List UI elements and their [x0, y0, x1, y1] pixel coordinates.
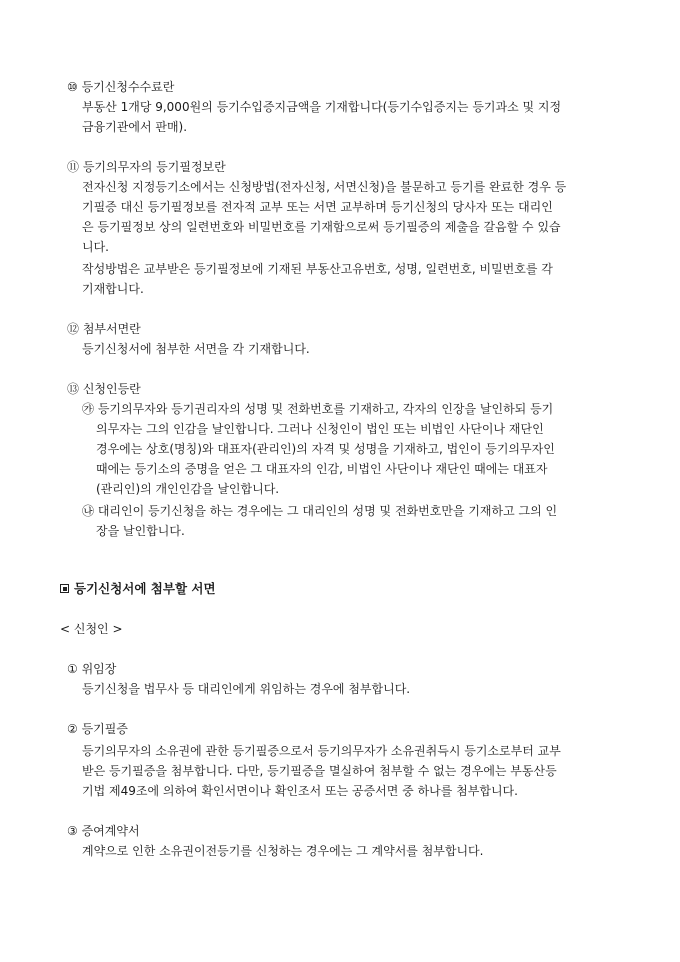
cert-info-line-5: 작성방법은 교부받은 등기필정보에 기재된 부동산고유번호, 성명, 일련번호, 비밀번호를 각	[82, 262, 553, 276]
gift-line-1: 계약으로 인한 소유권이전등기를 신청하는 경우에는 그 계약서를 첨부합니다.	[82, 844, 484, 858]
cert-info-heading: ⑪ 등기의무자의 등기필정보란	[67, 160, 226, 174]
cert-info-line-4: 니다.	[82, 240, 109, 254]
applicant-sub1-line-4: 때에는 등기소의 증명을 얻은 그 대표자의 인감, 비법인 사단이나 재단인 때에는 대표자	[96, 462, 548, 476]
cert-info-line-6: 기재합니다.	[82, 282, 144, 296]
fee-line-1: 부동산 1개당 9,000원의 등기수입증지금액을 기재합니다(등기수입증지는 등기과소 및 지정	[82, 100, 562, 114]
certificate-line-1: 등기의무자의 소유권에 관한 등기필증으로서 등기의무자가 소유권취득시 등기소로부터 교부	[82, 744, 561, 758]
certificate-heading: ② 등기필증	[67, 722, 128, 736]
gift-heading: ③ 증여계약서	[67, 824, 140, 838]
applicant-sub2-line-2: 장을 날인합니다.	[96, 524, 185, 538]
section-title-text: 등기신청서에 첨부할 서면	[74, 581, 216, 596]
fee-line-2: 금융기관에서 판매).	[82, 120, 188, 134]
attach-heading: ⑫ 첨부서면란	[67, 322, 141, 336]
certificate-line-2: 받은 등기필증을 첨부합니다. 다만, 등기필증을 멸실하여 첨부할 수 없는 경우에는 부동산등	[82, 764, 557, 778]
fee-heading: ⑩ 등기신청수수료란	[67, 80, 175, 94]
applicant-sub1-line-3: 경우에는 상호(명칭)와 대표자(관리인)의 자격 및 성명을 기재하고, 법인이 등기의무자인	[96, 442, 555, 456]
power-line-1: 등기신청을 법무사 등 대리인에게 위임하는 경우에 첨부합니다.	[82, 682, 411, 696]
applicant-sub1-line-5: (관리인)의 개인인감을 날인합니다.	[96, 482, 280, 496]
applicant-subtitle: < 신청인 >	[60, 622, 123, 636]
applicant-heading: ⑬ 신청인등란	[67, 382, 141, 396]
cert-info-line-1: 전자신청 지정등기소에서는 신청방법(전자신청, 서면신청)을 불문하고 등기를 완료한 경우 등	[82, 180, 567, 194]
certificate-line-3: 기법 제49조에 의하여 확인서면이나 확인조서 또는 공증서면 중 하나를 첨부합니다.	[82, 784, 518, 798]
cert-info-line-2: 기필증 대신 등기필정보를 전자적 교부 또는 서면 교부하며 등기신청의 당사자 또는 대리인	[82, 200, 553, 214]
applicant-sub2-line-1: ㉯ 대리인이 등기신청을 하는 경우에는 그 대리인의 성명 및 전화번호만을 기재하고 그의 인	[82, 504, 558, 518]
section-title	[60, 579, 216, 599]
applicant-sub1-line-1: ㉮ 등기의무자와 등기권리자의 성명 및 전화번호를 기재하고, 각자의 인장을 날인하되 등기	[82, 402, 554, 416]
cert-info-line-3: 은 등기필정보 상의 일련번호와 비밀번호를 기재함으로써 등기필증의 제출을 갈음할 수 있습	[82, 220, 561, 234]
applicant-sub1-line-2: 의무자는 그의 인감을 날인합니다. 그러나 신청인이 법인 또는 비법인 사단이나 재단인	[96, 422, 544, 436]
filled-square-bullet-icon	[60, 584, 69, 593]
attach-line-1: 등기신청서에 첨부한 서면을 각 기재합니다.	[82, 342, 310, 356]
power-heading: ① 위임장	[67, 662, 117, 676]
